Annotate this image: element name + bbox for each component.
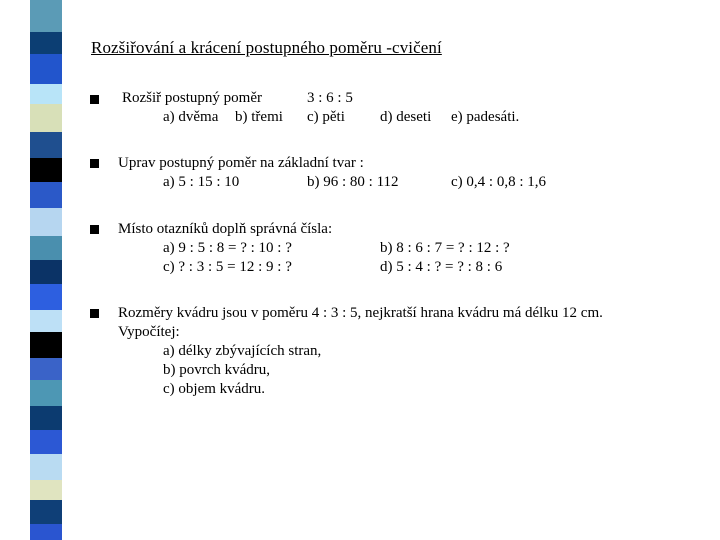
stripe: [30, 84, 62, 104]
bullet-icon: [90, 159, 99, 168]
task-2-option-a: a) 5 : 15 : 10: [163, 174, 240, 190]
bullet-icon: [90, 309, 99, 318]
task-1-option-c: c) pěti: [307, 109, 345, 125]
task-1-option-a: a) dvěma: [163, 109, 219, 125]
page-title: Rozšiřování a krácení postupného poměru -cvičení: [91, 38, 442, 57]
stripe: [30, 310, 62, 332]
task-4-part-c: c) objem kvádru.: [163, 381, 266, 397]
task-3-option-a: a) 9 : 5 : 8 = ? : 10 : ?: [163, 240, 292, 256]
bullet-icon: [90, 95, 99, 104]
stripe: [30, 182, 62, 208]
task-3-option-c: c) ? : 3 : 5 = 12 : 9 : ?: [163, 259, 292, 275]
stripe: [30, 500, 62, 524]
stripe: [30, 260, 62, 284]
task-3-prompt: Místo otazníků doplň správná čísla:: [118, 221, 333, 237]
stripe: [30, 358, 62, 380]
stripe: [30, 284, 62, 310]
stripe: [30, 0, 62, 32]
stripe: [30, 524, 62, 540]
task-1-ratio: 3 : 6 : 5: [307, 90, 353, 106]
task-4-part-a: a) délky zbývajících stran,: [163, 343, 322, 359]
task-4-part-b: b) povrch kvádru,: [163, 362, 271, 378]
stripe: [30, 480, 62, 500]
stripe: [30, 454, 62, 480]
task-1-option-e: e) padesáti.: [451, 109, 520, 125]
stripe: [30, 158, 62, 182]
stripe: [30, 406, 62, 430]
stripe: [30, 236, 62, 260]
stripe: [30, 430, 62, 454]
task-2-prompt: Uprav postupný poměr na základní tvar :: [118, 155, 364, 171]
stripe: [30, 32, 62, 54]
task-4-subheading: Vypočítej:: [118, 324, 180, 340]
bullet-icon: [90, 225, 99, 234]
task-1-option-d: d) deseti: [380, 109, 432, 125]
task-1-prompt: Rozšiř postupný poměr: [122, 90, 262, 106]
decorative-stripe-bar: [30, 0, 62, 540]
task-2-option-c: c) 0,4 : 0,8 : 1,6: [451, 174, 546, 190]
task-2-option-b: b) 96 : 80 : 112: [307, 174, 399, 190]
stripe: [30, 104, 62, 132]
stripe: [30, 132, 62, 158]
task-3-option-b: b) 8 : 6 : 7 = ? : 12 : ?: [380, 240, 510, 256]
task-1-option-b: b) třemi: [235, 109, 283, 125]
stripe: [30, 54, 62, 84]
stripe: [30, 380, 62, 406]
stripe: [30, 208, 62, 236]
stripe: [30, 332, 62, 358]
task-3-option-d: d) 5 : 4 : ? = ? : 8 : 6: [380, 259, 503, 275]
task-4-prompt: Rozměry kvádru jsou v poměru 4 : 3 : 5, nejkratší hrana kvádru má délku 12 cm.: [118, 305, 603, 321]
